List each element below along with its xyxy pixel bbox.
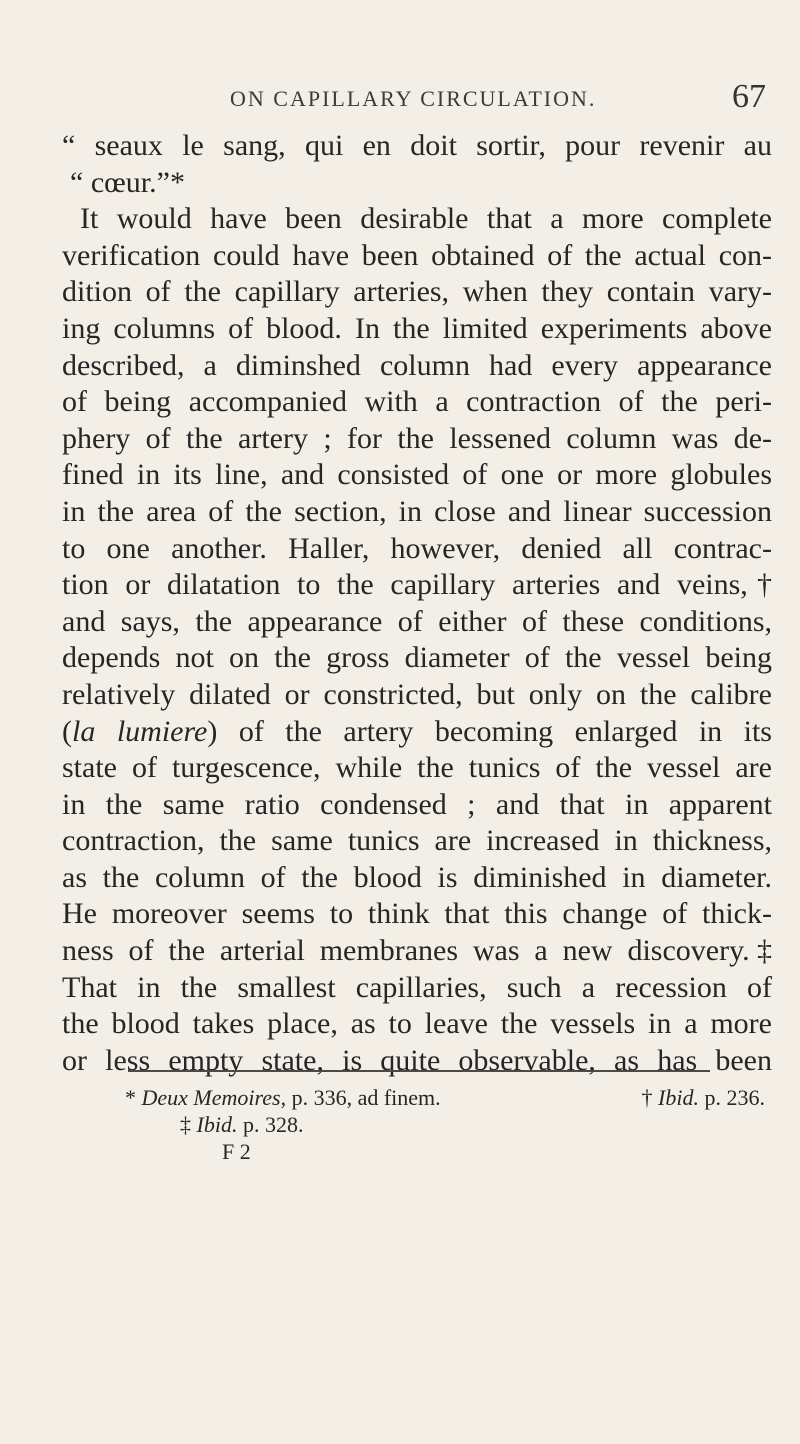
footnote-1 bbox=[125, 1085, 441, 1111]
footnote-3 bbox=[180, 1112, 303, 1138]
body-text bbox=[62, 128, 772, 1079]
body-line: That in the smallest capillaries, such a recession of bbox=[62, 970, 772, 1004]
body-line: “ seaux le sang, qui en doit sortir, pour revenir au bbox=[62, 129, 772, 162]
body-line: contraction, the same tunics are increased in thickness, bbox=[62, 824, 772, 858]
body-line: as the column of the blood is diminished in diameter. bbox=[62, 860, 772, 894]
footnote-2 bbox=[642, 1085, 765, 1111]
body-line: and says, the appearance of either of these conditions, bbox=[62, 604, 772, 638]
body-line: or less empty state, is quite observable, as has been bbox=[62, 1043, 772, 1077]
footnote-text: , p. 336, ad finem. bbox=[280, 1085, 441, 1110]
body-line: in the area of the section, in close and linear succession bbox=[62, 494, 772, 528]
signature-mark: F 2 bbox=[222, 1139, 251, 1164]
signature-row bbox=[125, 1139, 765, 1166]
page-number: 67 bbox=[732, 78, 766, 115]
body-line: depends not on the gross diameter of the vessel being bbox=[62, 641, 772, 675]
footnote-row bbox=[125, 1085, 765, 1112]
body-line: to one another. Haller, however, denied all contrac- bbox=[62, 531, 772, 565]
body-line: “ cœur.”* bbox=[70, 165, 185, 199]
body-line: described, a diminshed column had every appearance bbox=[62, 348, 772, 382]
body-line: tion or dilatation to the capillary arteries and veins,† bbox=[62, 568, 772, 602]
footnote-title: Deux Memoires bbox=[141, 1085, 281, 1110]
page-header bbox=[60, 78, 766, 118]
body-line: phery of the artery ; for the lessened column was de- bbox=[62, 421, 772, 455]
running-head: ON CAPILLARY CIRCULATION. bbox=[230, 86, 597, 111]
footnote-title: Ibid. bbox=[658, 1085, 699, 1110]
body-line: relatively dilated or constricted, but only on the calibre bbox=[62, 677, 772, 711]
footnote-text: p. 328. bbox=[237, 1112, 304, 1137]
body-line: dition of the capillary arteries, when they contain vary- bbox=[62, 275, 772, 309]
body-line: in the same ratio condensed ; and that in apparent bbox=[62, 787, 772, 821]
body-line: fined in its line, and consisted of one or more globules bbox=[62, 458, 772, 492]
footnote-title: Ibid. bbox=[196, 1112, 238, 1137]
body-line: of being accompanied with a contraction of the peri- bbox=[62, 385, 772, 419]
footnotes bbox=[125, 1085, 765, 1166]
footnote-mark: † bbox=[641, 1085, 653, 1110]
body-line: ing columns of blood. In the limited experiments above bbox=[62, 311, 772, 345]
footnote-mark: * bbox=[125, 1085, 136, 1110]
footnote-row bbox=[125, 1112, 765, 1139]
body-line: (la lumiere) of the artery becoming enlarged in its bbox=[62, 714, 772, 748]
body-line: the blood takes place, as to leave the vessels in a more bbox=[62, 1007, 772, 1041]
footnote-text: p. 236. bbox=[699, 1085, 765, 1110]
footnote-divider bbox=[128, 1070, 710, 1072]
italic-phrase: la lumiere bbox=[72, 714, 208, 748]
footnote-mark: ‡ bbox=[180, 1112, 191, 1137]
body-line: It would have been desirable that a more complete bbox=[80, 202, 772, 236]
body-line: He moreover seems to think that this change of thick- bbox=[62, 897, 772, 931]
body-line: state of turgescence, while the tunics of the vessel are bbox=[62, 751, 772, 785]
body-line: verification could have been obtained of the actual con- bbox=[62, 238, 772, 272]
body-line: ness of the arterial membranes was a new discovery.‡ bbox=[62, 934, 772, 968]
